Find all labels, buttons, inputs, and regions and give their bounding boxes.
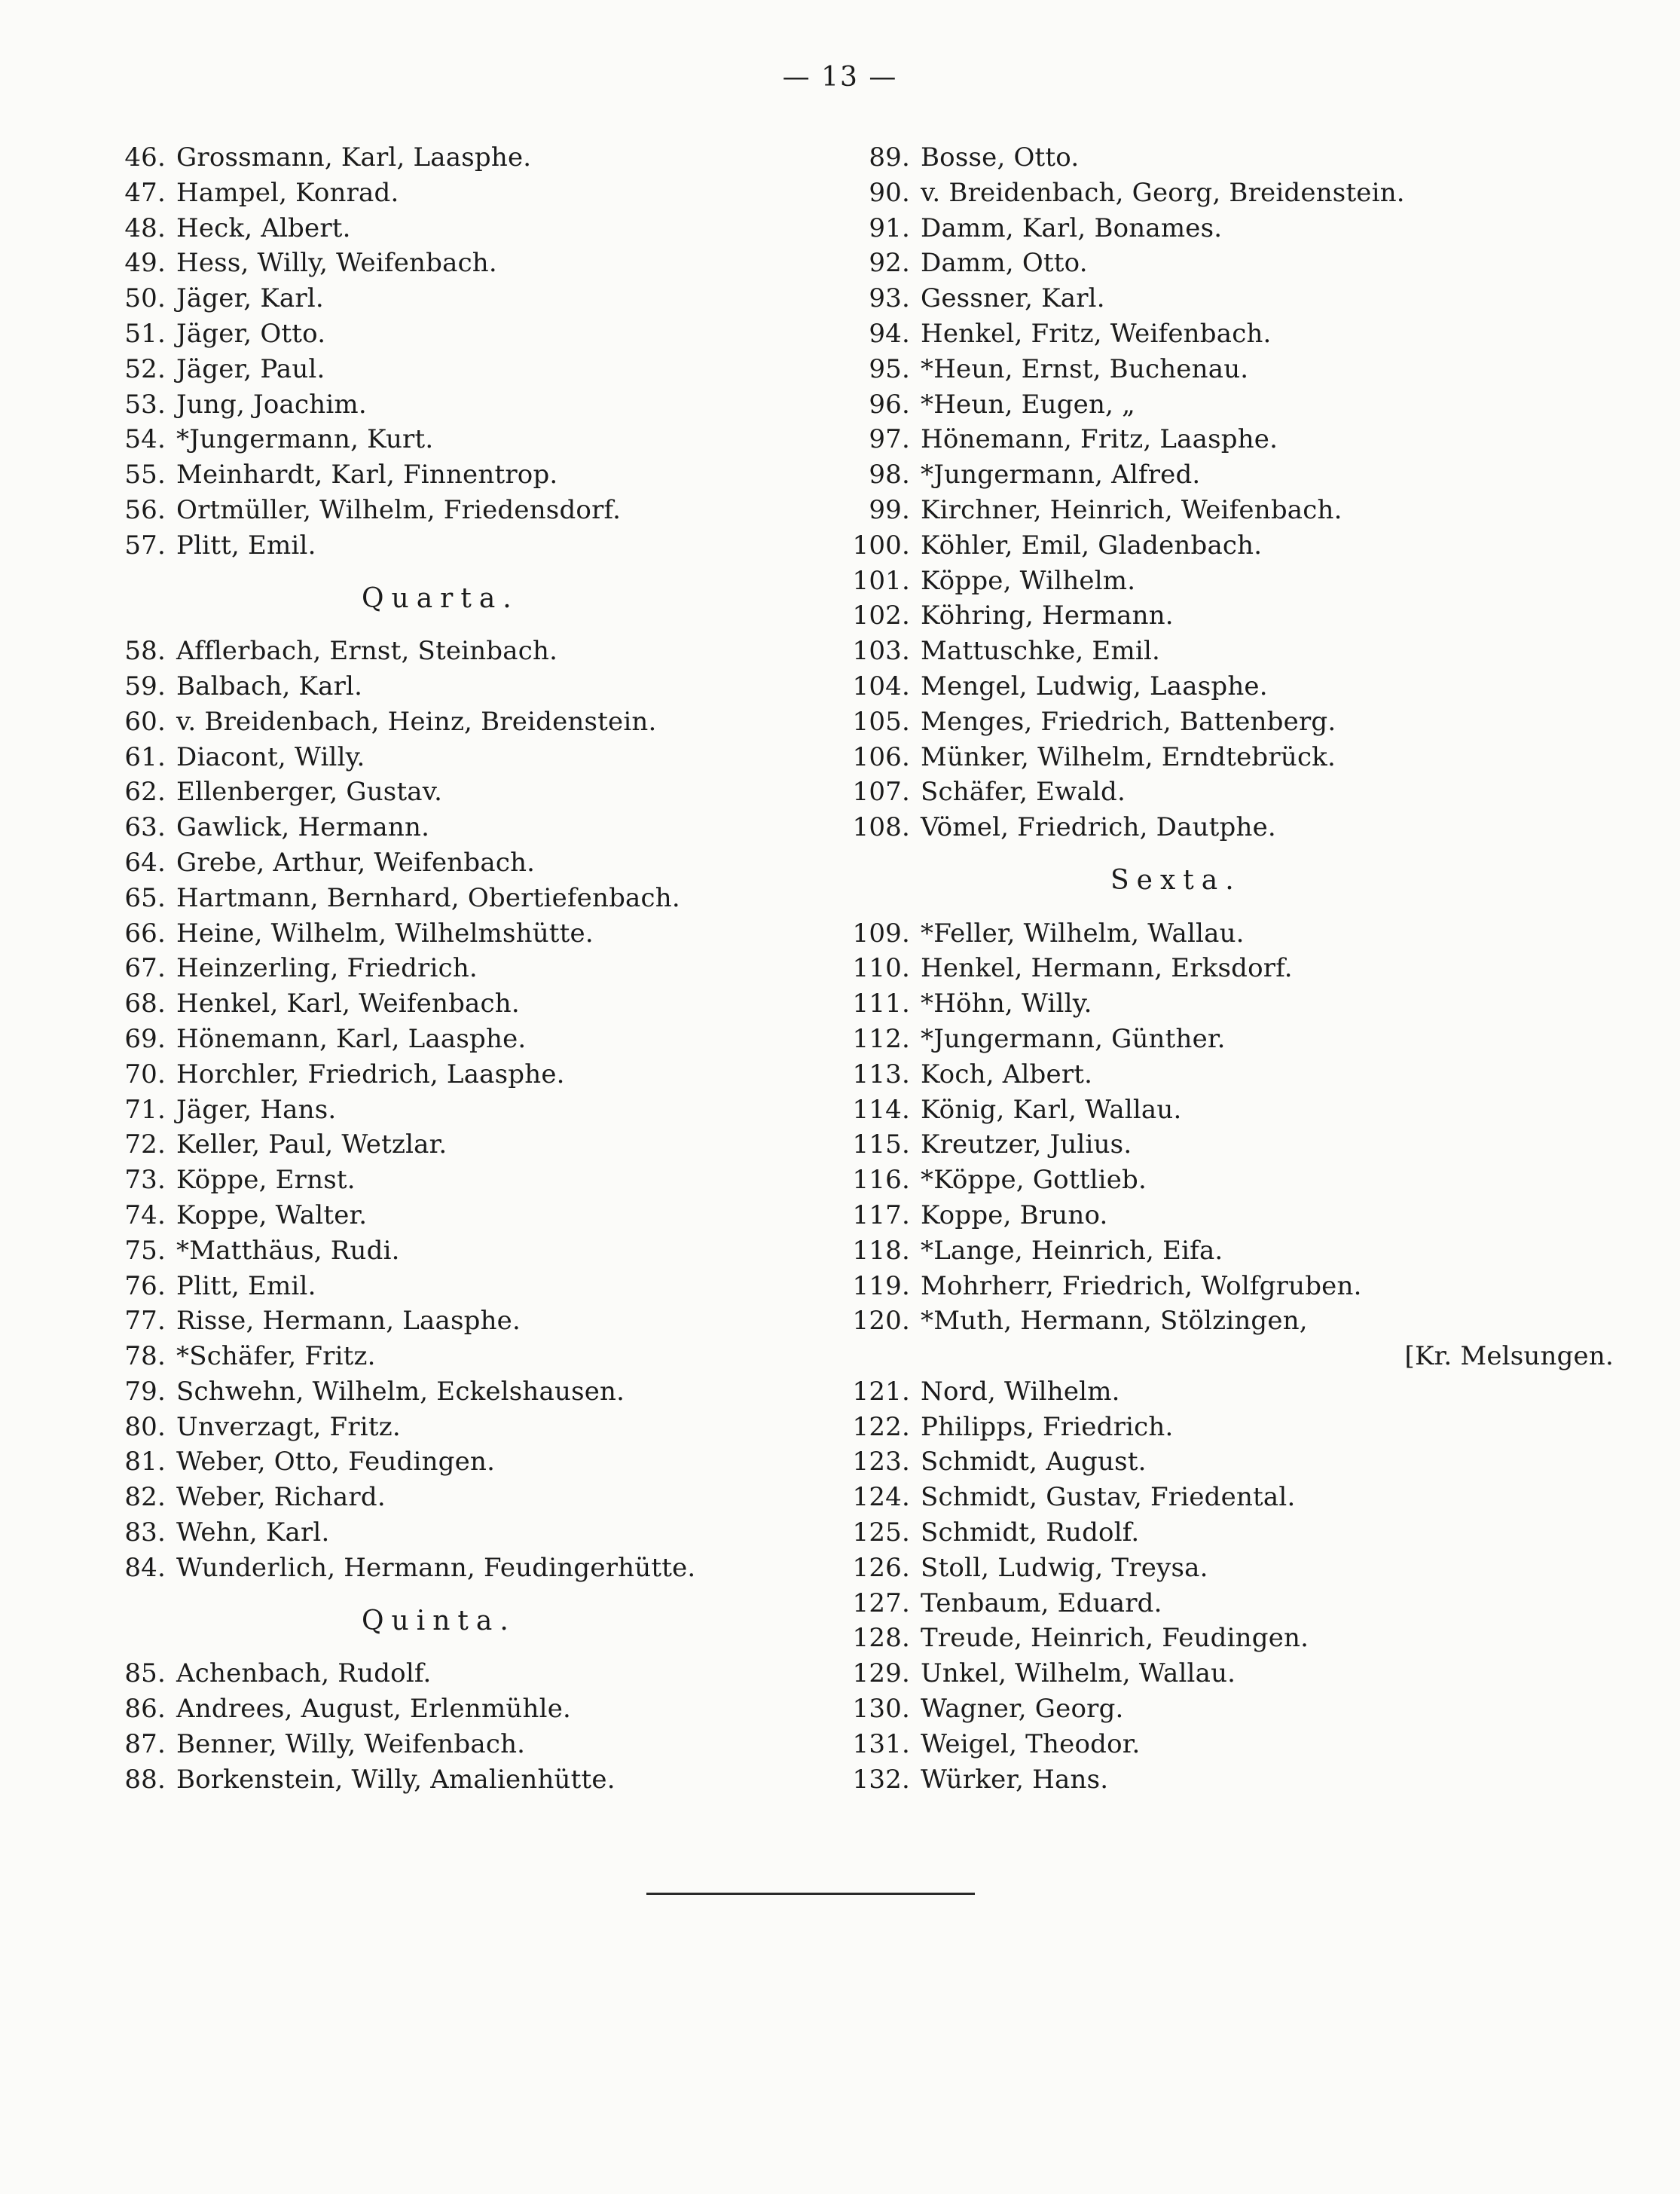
entry-number: 121. <box>852 1376 910 1407</box>
entry-name: Heck, Albert. <box>176 212 351 243</box>
list-entry <box>829 1127 1627 1163</box>
entry-number: 132. <box>852 1764 910 1795</box>
list-entry <box>829 281 1627 316</box>
entry-name: Köppe, Ernst. <box>176 1165 356 1196</box>
entry-name: v. Breidenbach, Heinz, Breidenstein. <box>176 706 657 737</box>
list-entry <box>84 528 838 564</box>
list-entry <box>829 1727 1627 1762</box>
list-entry <box>829 916 1627 952</box>
entry-number: 62. <box>124 777 166 808</box>
entry-number: 119. <box>852 1270 910 1301</box>
list-entry <box>84 1339 838 1374</box>
entry-number: 47. <box>124 177 166 208</box>
entry-name: Henkel, Hermann, Erksdorf. <box>921 953 1293 984</box>
list-entry <box>829 669 1627 704</box>
entry-number: 102. <box>852 600 910 631</box>
entry-name: Hampel, Konrad. <box>176 177 399 208</box>
list-entry <box>829 1762 1627 1798</box>
entry-name: Nord, Wilhelm. <box>921 1376 1120 1407</box>
list-entry <box>84 1198 838 1233</box>
list-entry <box>84 316 838 352</box>
entry-name: Ellenberger, Gustav. <box>176 777 443 808</box>
entry-number: 79. <box>124 1376 166 1407</box>
entry-number: 97. <box>869 424 910 455</box>
entry-number: 117. <box>852 1199 910 1230</box>
list-entry <box>84 845 838 881</box>
list-entry <box>84 422 838 457</box>
entry-name: Schmidt, August. <box>921 1447 1147 1477</box>
entry-name: *Schäfer, Fritz. <box>176 1341 376 1372</box>
list-entry <box>829 1551 1627 1586</box>
entry-number: 50. <box>124 283 166 314</box>
entry-number: 126. <box>852 1552 910 1583</box>
entry-number: 127. <box>852 1587 910 1618</box>
entry-name: Koppe, Bruno. <box>921 1199 1108 1230</box>
entry-name: Hönemann, Karl, Laasphe. <box>176 1023 527 1054</box>
entry-number: 110. <box>852 953 910 984</box>
entry-name: Kirchner, Heinrich, Weifenbach. <box>921 494 1342 525</box>
entry-number: 107. <box>852 777 910 808</box>
entry-name: Henkel, Karl, Weifenbach. <box>176 989 520 1019</box>
entry-number: 109. <box>852 918 910 949</box>
entry-name: Ortmüller, Wilhelm, Friedensdorf. <box>176 494 622 525</box>
entry-number: 67. <box>124 953 166 984</box>
entry-name: Koch, Albert. <box>921 1059 1093 1089</box>
entry-number: 124. <box>852 1482 910 1513</box>
list-entry <box>84 281 838 316</box>
entry-name: *Lange, Heinrich, Eifa. <box>921 1235 1223 1266</box>
entry-number: 74. <box>124 1199 166 1230</box>
entry-name: Diacont, Willy. <box>176 741 365 772</box>
entry-name: Heine, Wilhelm, Wilhelmshütte. <box>176 918 594 949</box>
list-entry <box>84 1410 838 1445</box>
list-entry <box>84 1691 838 1727</box>
entry-number: 69. <box>124 1023 166 1054</box>
entry-name: Plitt, Emil. <box>176 530 316 561</box>
list-entry <box>829 951 1627 986</box>
list-entry <box>829 387 1627 423</box>
list-entry <box>84 1480 838 1515</box>
list-entry <box>829 1057 1627 1092</box>
list-entry <box>84 740 838 775</box>
list-entry <box>84 775 838 810</box>
list-entry <box>84 176 838 211</box>
list-entry <box>829 316 1627 352</box>
entry-number: 92. <box>869 248 910 279</box>
entry-number: 61. <box>124 741 166 772</box>
list-entry <box>829 352 1627 387</box>
list-entry <box>84 1092 838 1128</box>
entry-name: Grebe, Arthur, Weifenbach. <box>176 847 536 878</box>
entry-name: Jäger, Paul. <box>176 353 325 384</box>
list-entry <box>84 352 838 387</box>
entry-name: *Jungermann, Kurt. <box>176 424 434 455</box>
entry-name: Weber, Otto, Feudingen. <box>176 1447 496 1477</box>
entry-number: 86. <box>124 1694 166 1725</box>
entry-number: 81. <box>124 1447 166 1477</box>
entry-number: 84. <box>124 1552 166 1583</box>
list-entry <box>829 1198 1627 1233</box>
list-entry <box>829 704 1627 740</box>
list-entry <box>84 1444 838 1480</box>
entry-number: 111. <box>852 989 910 1019</box>
entry-continuation: [Kr. Melsungen. <box>1404 1341 1614 1372</box>
entry-name: Risse, Hermann, Laasphe. <box>176 1306 521 1337</box>
entry-name: Jäger, Hans. <box>176 1094 337 1125</box>
entry-name: Plitt, Emil. <box>176 1270 316 1301</box>
entry-number: 96. <box>869 389 910 420</box>
section-heading: Quinta. <box>362 1605 516 1636</box>
list-entry <box>84 1551 838 1586</box>
entry-number: 49. <box>124 248 166 279</box>
entry-number: 55. <box>124 460 166 490</box>
section-heading: Sexta. <box>1110 864 1242 896</box>
list-entry <box>829 1092 1627 1128</box>
entry-name: Keller, Paul, Wetzlar. <box>176 1129 447 1160</box>
list-entry <box>829 775 1627 810</box>
entry-number: 113. <box>852 1059 910 1089</box>
list-entry <box>829 564 1627 599</box>
list-entry <box>84 140 838 176</box>
entry-name: Vömel, Friedrich, Dautphe. <box>921 812 1276 843</box>
entry-number: 123. <box>852 1447 910 1477</box>
entry-number: 51. <box>124 318 166 349</box>
list-entry <box>84 1022 838 1057</box>
entry-name: Koppe, Walter. <box>176 1199 368 1230</box>
list-entry <box>84 1762 838 1798</box>
entry-name: Unkel, Wilhelm, Wallau. <box>921 1658 1236 1689</box>
entry-name: Benner, Willy, Weifenbach. <box>176 1728 526 1759</box>
list-entry <box>829 140 1627 176</box>
list-entry <box>829 1656 1627 1691</box>
entry-number: 115. <box>852 1129 910 1160</box>
entry-number: 100. <box>852 530 910 561</box>
list-entry <box>829 211 1627 246</box>
list-entry <box>829 1163 1627 1198</box>
entry-number: 129. <box>852 1658 910 1689</box>
closing-rule <box>646 1893 975 1895</box>
entry-number: 114. <box>852 1094 910 1125</box>
entry-name: Menges, Friedrich, Battenberg. <box>921 706 1336 737</box>
list-entry <box>829 1480 1627 1515</box>
list-entry <box>84 1233 838 1269</box>
list-entry <box>84 1727 838 1762</box>
list-entry <box>829 1303 1627 1339</box>
entry-number: 78. <box>124 1341 166 1372</box>
entry-number: 54. <box>124 424 166 455</box>
entry-name: Mengel, Ludwig, Laasphe. <box>921 671 1268 701</box>
entry-name: Wehn, Karl. <box>176 1517 330 1548</box>
entry-number: 103. <box>852 636 910 667</box>
entry-name: *Muth, Hermann, Stölzingen, <box>921 1306 1308 1337</box>
list-entry <box>84 1515 838 1551</box>
entry-name: König, Karl, Wallau. <box>921 1094 1182 1125</box>
entry-number: 59. <box>124 671 166 701</box>
entry-number: 125. <box>852 1517 910 1548</box>
entry-name: Köhring, Hermann. <box>921 600 1174 631</box>
entry-name: Gessner, Karl. <box>921 283 1105 314</box>
entry-name: Damm, Otto. <box>921 248 1088 279</box>
entry-number: 122. <box>852 1411 910 1442</box>
entry-name: Mattuschke, Emil. <box>921 636 1161 667</box>
entry-number: 82. <box>124 1482 166 1513</box>
entry-number: 46. <box>124 142 166 173</box>
list-entry <box>829 1444 1627 1480</box>
list-entry <box>829 1515 1627 1551</box>
entry-number: 71. <box>124 1094 166 1125</box>
entry-name: Würker, Hans. <box>921 1764 1109 1795</box>
entry-number: 56. <box>124 494 166 525</box>
entry-number: 120. <box>852 1306 910 1337</box>
entry-number: 52. <box>124 353 166 384</box>
entry-number: 106. <box>852 741 910 772</box>
entry-name: Jung, Joachim. <box>176 389 367 420</box>
entry-number: 91. <box>869 212 910 243</box>
entry-name: Damm, Karl, Bonames. <box>921 212 1223 243</box>
list-entry <box>829 246 1627 281</box>
list-entry <box>829 422 1627 457</box>
entry-number: 99. <box>869 494 910 525</box>
entry-number: 104. <box>852 671 910 701</box>
entry-name: Achenbach, Rudolf. <box>176 1658 432 1689</box>
entry-name: Hess, Willy, Weifenbach. <box>176 248 497 279</box>
entry-number: 80. <box>124 1411 166 1442</box>
entry-number: 112. <box>852 1023 910 1054</box>
list-entry <box>84 1057 838 1092</box>
page-number: — 13 — <box>782 62 898 93</box>
list-entry <box>84 704 838 740</box>
entry-name: *Köppe, Gottlieb. <box>921 1165 1147 1196</box>
list-entry <box>829 1586 1627 1621</box>
list-entry <box>829 493 1627 528</box>
entry-number: 58. <box>124 636 166 667</box>
list-entry <box>829 457 1627 493</box>
list-entry <box>84 246 838 281</box>
entry-name: Schwehn, Wilhelm, Eckelshausen. <box>176 1376 625 1407</box>
list-entry <box>84 669 838 704</box>
entry-number: 93. <box>869 283 910 314</box>
entry-number: 70. <box>124 1059 166 1089</box>
entry-name: *Jungermann, Günther. <box>921 1023 1226 1054</box>
entry-number: 105. <box>852 706 910 737</box>
entry-number: 101. <box>852 565 910 596</box>
entry-name: Münker, Wilhelm, Erndtebrück. <box>921 741 1336 772</box>
entry-number: 131. <box>852 1728 910 1759</box>
entry-number: 57. <box>124 530 166 561</box>
entry-name: *Heun, Ernst, Buchenau. <box>921 353 1249 384</box>
entry-name: Balbach, Karl. <box>176 671 363 701</box>
entry-name: Philipps, Friedrich. <box>921 1411 1174 1442</box>
entry-name: *Jungermann, Alfred. <box>921 460 1201 490</box>
list-entry <box>84 986 838 1022</box>
entry-name: Horchler, Friedrich, Laasphe. <box>176 1059 565 1089</box>
list-entry <box>829 176 1627 211</box>
entry-name: Köhler, Emil, Gladenbach. <box>921 530 1263 561</box>
list-entry <box>829 1022 1627 1057</box>
entry-name: *Feller, Wilhelm, Wallau. <box>921 918 1245 949</box>
entry-name: Gawlick, Hermann. <box>176 812 430 843</box>
entry-name: Köppe, Wilhelm. <box>921 565 1136 596</box>
list-entry <box>84 1374 838 1410</box>
entry-number: 90. <box>869 177 910 208</box>
entry-number: 66. <box>124 918 166 949</box>
entry-number: 130. <box>852 1694 910 1725</box>
list-entry <box>829 528 1627 564</box>
entry-name: *Matthäus, Rudi. <box>176 1235 400 1266</box>
entry-name: *Heun, Eugen, „ <box>921 389 1135 420</box>
entry-number: 89. <box>869 142 910 173</box>
entry-number: 72. <box>124 1129 166 1160</box>
entry-number: 48. <box>124 212 166 243</box>
entry-number: 77. <box>124 1306 166 1337</box>
entry-name: Hönemann, Fritz, Laasphe. <box>921 424 1278 455</box>
entry-number: 75. <box>124 1235 166 1266</box>
entry-name: Borkenstein, Willy, Amalienhütte. <box>176 1764 615 1795</box>
entry-number: 118. <box>852 1235 910 1266</box>
entry-name: Meinhardt, Karl, Finnentrop. <box>176 460 558 490</box>
entry-number: 53. <box>124 389 166 420</box>
entry-name: Weigel, Theodor. <box>921 1728 1141 1759</box>
entry-number: 60. <box>124 706 166 737</box>
entry-name: Jäger, Karl. <box>176 283 324 314</box>
list-entry <box>829 1233 1627 1269</box>
list-entry <box>84 1269 838 1304</box>
list-entry <box>829 1621 1627 1656</box>
list-entry <box>829 740 1627 775</box>
list-entry <box>84 810 838 845</box>
entry-number: 63. <box>124 812 166 843</box>
list-entry <box>829 1374 1627 1410</box>
entry-name: Unverzagt, Fritz. <box>176 1411 401 1442</box>
right-column <box>829 140 1627 1797</box>
list-entry <box>829 810 1627 845</box>
entry-name: Wagner, Georg. <box>921 1694 1124 1725</box>
list-entry <box>829 1410 1627 1445</box>
entry-name: Heinzerling, Friedrich. <box>176 953 478 984</box>
section-heading: Quarta. <box>362 582 519 614</box>
entry-number: 68. <box>124 989 166 1019</box>
entry-number: 128. <box>852 1623 910 1654</box>
list-entry <box>84 881 838 916</box>
entry-number: 64. <box>124 847 166 878</box>
entry-number: 83. <box>124 1517 166 1548</box>
list-entry <box>84 493 838 528</box>
list-entry <box>84 1656 838 1691</box>
list-entry <box>829 1269 1627 1304</box>
entry-name: Tenbaum, Eduard. <box>921 1587 1162 1618</box>
entry-name: Stoll, Ludwig, Treysa. <box>921 1552 1208 1583</box>
entry-name: *Höhn, Willy. <box>921 989 1092 1019</box>
entry-name: Schäfer, Ewald. <box>921 777 1126 808</box>
entry-name: Jäger, Otto. <box>176 318 326 349</box>
entry-number: 108. <box>852 812 910 843</box>
left-column <box>84 140 838 1797</box>
list-entry <box>84 211 838 246</box>
entry-name: Weber, Richard. <box>176 1482 386 1513</box>
entry-name: Afflerbach, Ernst, Steinbach. <box>176 636 558 667</box>
entry-number: 73. <box>124 1165 166 1196</box>
entry-name: Kreutzer, Julius. <box>921 1129 1132 1160</box>
entry-number: 94. <box>869 318 910 349</box>
list-entry <box>84 916 838 952</box>
entry-number: 116. <box>852 1165 910 1196</box>
list-entry <box>829 1691 1627 1727</box>
entry-number: 87. <box>124 1728 166 1759</box>
entry-name: Hartmann, Bernhard, Obertiefenbach. <box>176 882 680 913</box>
entry-number: 95. <box>869 353 910 384</box>
entry-name: Bosse, Otto. <box>921 142 1080 173</box>
entry-number: 76. <box>124 1270 166 1301</box>
entry-name: Schmidt, Gustav, Friedental. <box>921 1482 1296 1513</box>
entry-number: 85. <box>124 1658 166 1689</box>
entry-name: Mohrherr, Friedrich, Wolfgruben. <box>921 1270 1362 1301</box>
list-entry <box>84 457 838 493</box>
list-entry <box>829 598 1627 634</box>
list-entry <box>84 1303 838 1339</box>
entry-number: 65. <box>124 882 166 913</box>
entry-number: 88. <box>124 1764 166 1795</box>
list-entry <box>84 634 838 669</box>
entry-name: Treude, Heinrich, Feudingen. <box>921 1623 1309 1654</box>
list-entry <box>84 1163 838 1198</box>
entry-name: Grossmann, Karl, Laasphe. <box>176 142 532 173</box>
list-entry <box>829 634 1627 669</box>
entry-name: v. Breidenbach, Georg, Breidenstein. <box>921 177 1405 208</box>
list-entry <box>84 387 838 423</box>
list-entry <box>84 1127 838 1163</box>
entry-name: Wunderlich, Hermann, Feudingerhütte. <box>176 1552 696 1583</box>
entry-name: Schmidt, Rudolf. <box>921 1517 1140 1548</box>
entry-name: Henkel, Fritz, Weifenbach. <box>921 318 1272 349</box>
entry-name: Andrees, August, Erlenmühle. <box>176 1694 572 1725</box>
entry-number: 98. <box>869 460 910 490</box>
list-entry <box>829 986 1627 1022</box>
list-entry <box>84 951 838 986</box>
